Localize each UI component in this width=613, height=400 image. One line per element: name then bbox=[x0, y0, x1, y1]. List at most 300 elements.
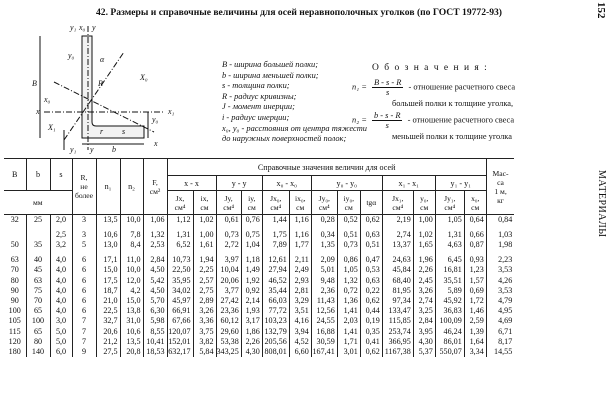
table-cell: 3,01 bbox=[337, 347, 360, 357]
table-cell: 63 bbox=[26, 276, 50, 286]
table-cell: 2,53 bbox=[143, 240, 167, 250]
table-cell: 3 bbox=[72, 215, 96, 226]
col-header-mass bbox=[486, 159, 514, 215]
table-cell: 103,23 bbox=[262, 316, 289, 326]
formula-n2-text: - отношение расчетного свеса bbox=[407, 115, 515, 125]
table-cell: 90 bbox=[4, 296, 26, 306]
table-cell: 40 bbox=[26, 250, 50, 265]
table-cell: 0,73 bbox=[337, 240, 360, 250]
table-cell: 25 bbox=[26, 215, 50, 226]
table-cell: 2,36 bbox=[311, 286, 337, 296]
table-cell: 4,79 bbox=[498, 296, 513, 306]
table-cell: 18,7 bbox=[96, 286, 120, 296]
table-cell: 1,32 bbox=[143, 225, 167, 240]
table-cell: 1,96 bbox=[413, 250, 435, 265]
table-cell: 2,93 bbox=[289, 276, 311, 286]
table-cell: 32,7 bbox=[96, 316, 120, 326]
col-header-b: b bbox=[26, 159, 50, 191]
col-header-R-l2: не bbox=[80, 182, 88, 191]
table-cell: 10,6 bbox=[120, 327, 143, 337]
table-row bbox=[4, 276, 514, 286]
table-cell: 1,93 bbox=[241, 306, 262, 316]
formula-n1-numerator: B - s - R bbox=[373, 78, 402, 87]
formula-n2-fraction bbox=[372, 111, 403, 130]
table-cell: 0,19 bbox=[360, 316, 382, 326]
table-cell: 0,28 bbox=[311, 215, 337, 226]
table-cell: 0,72 bbox=[337, 286, 360, 296]
table-cell: 140 bbox=[26, 347, 50, 357]
col-header-mass-l3: 1 м, bbox=[494, 186, 507, 196]
legend-item: до наружных поверхностей полок; bbox=[222, 134, 347, 144]
table-cell: 2,5 bbox=[50, 225, 72, 240]
table-cell: 1,65 bbox=[413, 240, 435, 250]
diagram-label: α bbox=[100, 55, 105, 64]
table-cell: 1,02 bbox=[193, 215, 216, 226]
table-row bbox=[4, 347, 514, 357]
table-cell: 1,49 bbox=[241, 265, 262, 275]
table-cell: 0,35 bbox=[360, 327, 382, 337]
table-cell: 1,02 bbox=[413, 225, 435, 240]
table-cell: 6 bbox=[72, 296, 96, 306]
table-cell: 20,06 bbox=[216, 276, 241, 286]
table-row bbox=[4, 225, 514, 240]
table-cell: 2,74 bbox=[413, 296, 435, 306]
diagram-label: B bbox=[32, 79, 37, 88]
table-cell: 6,71 bbox=[498, 326, 513, 336]
table-cell: 1,03 bbox=[498, 230, 513, 240]
table-cell: 808,01 bbox=[262, 347, 289, 357]
table-cell: 1,05 bbox=[435, 215, 464, 226]
table-cell: 80 bbox=[4, 276, 26, 286]
table-cell: 3,26 bbox=[413, 286, 435, 296]
table-cell: 20,8 bbox=[120, 347, 143, 357]
table-cell: 22,50 bbox=[167, 265, 193, 275]
legend-item: b - ширина меньшей полки; bbox=[222, 70, 319, 80]
table-cell: 3,75 bbox=[193, 327, 216, 337]
table-cell: 2,14 bbox=[241, 296, 262, 306]
table-cell: 1,86 bbox=[241, 327, 262, 337]
table-cell: 0,84 bbox=[498, 215, 513, 225]
table-cell: 100,09 bbox=[435, 316, 464, 326]
table-cell: 4,30 bbox=[413, 337, 435, 347]
table-cell: 0,51 bbox=[360, 240, 382, 250]
sub-header: Jy, см⁴ bbox=[216, 191, 241, 215]
sub-header: tgα bbox=[360, 191, 382, 215]
legend-item: R - радиус кривизны; bbox=[222, 91, 297, 101]
table-cell: 2,25 bbox=[193, 265, 216, 275]
col-header-F bbox=[143, 159, 167, 215]
table-cell: 5,98 bbox=[143, 316, 167, 326]
table-cell: 4,0 bbox=[50, 296, 72, 306]
table-cell: 0,76 bbox=[241, 215, 262, 226]
diagram-label: y bbox=[90, 145, 94, 154]
table-cell: 115 bbox=[4, 327, 26, 337]
table-cell: 4,0 bbox=[50, 306, 72, 316]
col-header-mm: мм bbox=[4, 191, 72, 215]
diagram-label: x₁ bbox=[168, 107, 175, 116]
table-cell: 1,61 bbox=[193, 240, 216, 250]
table-cell: 120,07 bbox=[167, 327, 193, 337]
table-cell: 81,95 bbox=[382, 286, 413, 296]
table-cell: 2,09 bbox=[311, 250, 337, 265]
table-cell bbox=[26, 225, 50, 240]
col-header-n2: n₂ bbox=[120, 159, 143, 215]
table-cell: 0,62 bbox=[360, 347, 382, 357]
diagram-label: y₀ bbox=[152, 115, 159, 124]
table-cell: 6,60 bbox=[289, 347, 311, 357]
table-cell: 5,70 bbox=[143, 296, 167, 306]
table-cell: 100 bbox=[26, 316, 50, 326]
table-cell: 35,51 bbox=[435, 276, 464, 286]
sub-header: Jx, см⁴ bbox=[167, 191, 193, 215]
table-cell: 8,55 bbox=[143, 327, 167, 337]
table-cell: 80 bbox=[26, 337, 50, 347]
table-cell: 180 bbox=[4, 347, 26, 357]
table-cell: 45 bbox=[26, 265, 50, 275]
angles-table bbox=[4, 158, 514, 357]
sub-header: Jx₀, см⁴ bbox=[262, 191, 289, 215]
table-cell: 2,59 bbox=[464, 316, 486, 326]
table-cell: 5,89 bbox=[435, 286, 464, 296]
table-cell: 1,44 bbox=[262, 215, 289, 226]
table-cell: 0,73 bbox=[216, 225, 241, 240]
diagram-label: X₁ bbox=[48, 123, 56, 132]
table-cell: 6,30 bbox=[143, 306, 167, 316]
table-cell: 132,79 bbox=[262, 327, 289, 337]
table-cell: 2,19 bbox=[382, 215, 413, 226]
table-cell: 1,31 bbox=[167, 225, 193, 240]
table-cell: 10,0 bbox=[120, 215, 143, 226]
table-cell: 4,0 bbox=[50, 250, 72, 265]
formula-n1-text: - отношение расчетного свеса bbox=[408, 82, 516, 92]
table-cell: 0,53 bbox=[360, 265, 382, 275]
table-cell: 8,4 bbox=[120, 240, 143, 250]
table-cell: 7 bbox=[72, 316, 96, 326]
table-cell: 6 bbox=[72, 265, 96, 275]
table-cell: 3,17 bbox=[241, 316, 262, 326]
table-cell: 1,36 bbox=[337, 296, 360, 306]
table-cell: 4,50 bbox=[143, 265, 167, 275]
table-cell: 20,6 bbox=[96, 327, 120, 337]
table-cell: 0,66 bbox=[464, 225, 486, 240]
col-header-n1: n₁ bbox=[96, 159, 120, 215]
table-cell: 45,92 bbox=[435, 296, 464, 306]
legend-heading: О б о з н а ч е н и я : bbox=[372, 63, 489, 73]
table-cell: 46,52 bbox=[262, 276, 289, 286]
table-cell: 5,42 bbox=[143, 276, 167, 286]
table-cell: 4,16 bbox=[289, 316, 311, 326]
table-row bbox=[4, 316, 514, 326]
table-cell: 16,88 bbox=[311, 327, 337, 337]
table-cell: 90 bbox=[4, 286, 26, 296]
ref-values-header: Справочные значения величин для осей bbox=[167, 159, 486, 176]
table-cell: 1,12 bbox=[167, 215, 193, 226]
table-cell: 5,01 bbox=[311, 265, 337, 275]
table-cell: 2,03 bbox=[337, 316, 360, 326]
sub-header: ix, см bbox=[193, 191, 216, 215]
table-cell: 6 bbox=[72, 276, 96, 286]
table-cell: 97,34 bbox=[382, 296, 413, 306]
diagram-label: y₀ bbox=[68, 51, 75, 60]
formula-n1-fraction bbox=[372, 78, 403, 97]
table-cell: 8,17 bbox=[498, 336, 513, 346]
axis-header-x0x0: x₀ - x₀ bbox=[262, 176, 311, 191]
table-cell: 3,51 bbox=[289, 306, 311, 316]
formula-n2 bbox=[352, 111, 514, 130]
table-cell: 0,92 bbox=[241, 286, 262, 296]
table-cell: 1,71 bbox=[337, 337, 360, 347]
table-cell: 3,25 bbox=[413, 306, 435, 316]
table-cell: 1,31 bbox=[435, 225, 464, 240]
table-cell: 5,37 bbox=[413, 347, 435, 357]
table-row bbox=[4, 296, 514, 306]
table-cell: 1,92 bbox=[241, 276, 262, 286]
angle-section-diagram bbox=[4, 22, 204, 154]
table-cell: 10,73 bbox=[167, 250, 193, 265]
formula-n2-text2: меньшей полки к толщине уголка bbox=[392, 132, 512, 141]
table-cell: 1167,38 bbox=[382, 347, 413, 357]
table-cell: 3,53 bbox=[498, 265, 513, 275]
table-cell: 1,41 bbox=[337, 327, 360, 337]
table-cell: 27,5 bbox=[96, 347, 120, 357]
table-cell: 1,00 bbox=[413, 215, 435, 226]
table-cell: 36,83 bbox=[435, 306, 464, 316]
table-cell: 65 bbox=[26, 327, 50, 337]
sub-header: Jy₁, см⁴ bbox=[435, 191, 464, 215]
table-cell: 0,86 bbox=[337, 250, 360, 265]
table-row bbox=[4, 327, 514, 337]
table-cell: 35,95 bbox=[167, 276, 193, 286]
table-cell: 13,5 bbox=[120, 337, 143, 347]
table-cell: 1,39 bbox=[464, 327, 486, 337]
table-cell: 66,91 bbox=[167, 306, 193, 316]
table-cell: 4,0 bbox=[50, 276, 72, 286]
table-cell: 7,8 bbox=[120, 225, 143, 240]
table-row bbox=[4, 240, 514, 250]
formula-n1-text2: большей полки к толщине уголка, bbox=[392, 99, 514, 108]
table-cell: 3,36 bbox=[193, 316, 216, 326]
table-cell: 0,62 bbox=[360, 296, 382, 306]
table-cell: 17,1 bbox=[96, 250, 120, 265]
table-cell: 27,42 bbox=[216, 296, 241, 306]
table-cell: 0,34 bbox=[311, 225, 337, 240]
table-cell: 3,94 bbox=[289, 327, 311, 337]
table-cell: 24,63 bbox=[382, 250, 413, 265]
table-cell: 45,97 bbox=[167, 296, 193, 306]
formula-n1-denominator: s bbox=[386, 88, 390, 97]
table-cell: 2,84 bbox=[413, 316, 435, 326]
table-cell: 15,0 bbox=[120, 296, 143, 306]
col-header-R-l3: более bbox=[74, 191, 94, 200]
sub-header: y₀, см bbox=[413, 191, 435, 215]
table-row bbox=[4, 265, 514, 275]
table-cell: 632,17 bbox=[167, 347, 193, 357]
diagram-label: y₁ bbox=[70, 23, 77, 32]
table-cell: 46,24 bbox=[435, 327, 464, 337]
table-cell: 0,93 bbox=[464, 250, 486, 265]
table-cell: 13,5 bbox=[96, 215, 120, 226]
table-cell: 21,0 bbox=[96, 296, 120, 306]
table-cell: 11,0 bbox=[120, 250, 143, 265]
axis-header-xx: x - x bbox=[167, 176, 216, 191]
table-cell: 50 bbox=[4, 240, 26, 250]
col-header-F-l1: F, bbox=[152, 177, 158, 187]
table-cell: 0,62 bbox=[360, 215, 382, 226]
sub-header: iy₀, см bbox=[337, 191, 360, 215]
table-cell: 6,52 bbox=[167, 240, 193, 250]
table-cell: 3,77 bbox=[216, 286, 241, 296]
table-cell: 7,89 bbox=[262, 240, 289, 250]
table-cell: 34,02 bbox=[167, 286, 193, 296]
table-cell: 45,84 bbox=[382, 265, 413, 275]
table-cell: 1,77 bbox=[289, 240, 311, 250]
diagram-label: X₀ bbox=[140, 73, 148, 82]
table-cell: 35,44 bbox=[262, 286, 289, 296]
legend-item: i - радиус инерции; bbox=[222, 112, 290, 122]
table-cell: 3,2 bbox=[50, 240, 72, 250]
table-cell: 18,53 bbox=[143, 347, 167, 357]
table-cell: 1,72 bbox=[464, 296, 486, 306]
table-cell: 11,43 bbox=[311, 296, 337, 306]
table-cell: 53,38 bbox=[216, 337, 241, 347]
table-cell: 30,59 bbox=[311, 337, 337, 347]
table-cell: 10,41 bbox=[143, 337, 167, 347]
table-cell: 1,46 bbox=[464, 306, 486, 316]
table-cell: 4,26 bbox=[498, 275, 513, 285]
page-number: 152 bbox=[595, 2, 607, 19]
table-cell: 67,66 bbox=[167, 316, 193, 326]
table-row bbox=[4, 337, 514, 347]
table-cell: 1,16 bbox=[289, 225, 311, 240]
table-cell: 14,55 bbox=[494, 346, 513, 356]
table-cell: 2,74 bbox=[382, 225, 413, 240]
formula-n2-lhs: n₂ = bbox=[352, 115, 367, 125]
table-cell: 4,30 bbox=[241, 347, 262, 357]
table-cell: 5,84 bbox=[193, 347, 216, 357]
table-cell: 66,03 bbox=[262, 296, 289, 306]
table-cell: 0,22 bbox=[360, 286, 382, 296]
col-header-R-l1: R, bbox=[80, 173, 88, 182]
legend bbox=[222, 60, 367, 145]
table-cell: 12,0 bbox=[120, 276, 143, 286]
table-cell: 0,69 bbox=[464, 286, 486, 296]
table-cell: 13,37 bbox=[382, 240, 413, 250]
table-cell: 68,40 bbox=[382, 276, 413, 286]
table-cell: 5,0 bbox=[50, 327, 72, 337]
table-cell: 7 bbox=[72, 337, 96, 347]
formula-n1 bbox=[352, 78, 515, 97]
table-cell: 0,64 bbox=[464, 215, 486, 226]
diagram-label: x bbox=[36, 107, 40, 116]
table-cell: 6 bbox=[72, 250, 96, 265]
table-cell: 4,0 bbox=[50, 265, 72, 275]
axis-header-y1y1: y₁ - y₁ bbox=[435, 176, 486, 191]
axis-header-y0y0: y₀ - y₀ bbox=[311, 176, 382, 191]
table-cell: 2,81 bbox=[289, 286, 311, 296]
table-cell: 2,49 bbox=[289, 265, 311, 275]
diagram-label: y₁ bbox=[70, 145, 77, 154]
col-header-B: B bbox=[4, 159, 26, 191]
table-cell: 15,0 bbox=[96, 265, 120, 275]
table-cell: 100 bbox=[4, 306, 26, 316]
table-cell: 75 bbox=[26, 286, 50, 296]
table-cell: 2,57 bbox=[193, 276, 216, 286]
table-cell: 10,0 bbox=[120, 265, 143, 275]
sub-header: ix₀, см bbox=[289, 191, 311, 215]
table-cell: 0,63 bbox=[360, 225, 382, 240]
legend-item: B - ширина большей полки; bbox=[222, 60, 318, 69]
table-cell: 1,41 bbox=[337, 306, 360, 316]
col-header-R bbox=[72, 159, 96, 215]
table-cell: 24,55 bbox=[311, 316, 337, 326]
table-cell: 0,87 bbox=[464, 240, 486, 250]
col-header-mass-l2: са bbox=[497, 177, 504, 187]
table-cell: 1,32 bbox=[337, 276, 360, 286]
table-cell: 17,5 bbox=[96, 276, 120, 286]
table-body bbox=[4, 215, 514, 358]
diagram-label: s bbox=[122, 127, 126, 136]
table-cell: 4,50 bbox=[143, 286, 167, 296]
table-cell: 205,56 bbox=[262, 337, 289, 347]
table-cell: 1,98 bbox=[498, 240, 513, 250]
table-cell: 77,72 bbox=[262, 306, 289, 316]
table-cell: 105 bbox=[4, 316, 26, 326]
table-cell: 0,52 bbox=[337, 215, 360, 226]
table-cell: 5 bbox=[72, 240, 96, 250]
table-cell: 3,34 bbox=[464, 347, 486, 357]
table-cell: 4,52 bbox=[289, 337, 311, 347]
table-cell: 3,29 bbox=[289, 296, 311, 306]
table-cell: 4,2 bbox=[120, 286, 143, 296]
table-cell: 0,41 bbox=[360, 337, 382, 347]
table-cell: 2,11 bbox=[289, 250, 311, 265]
diagram-label: x bbox=[154, 139, 158, 148]
table-cell: 13,0 bbox=[96, 240, 120, 250]
table-cell: 2,89 bbox=[193, 296, 216, 306]
table-cell: 3,53 bbox=[498, 285, 513, 295]
table-cell bbox=[4, 225, 26, 240]
table-row bbox=[4, 306, 514, 316]
col-header-mass-l4: кг bbox=[497, 195, 504, 205]
table-cell: 9,48 bbox=[311, 276, 337, 286]
table-cell: 29,60 bbox=[216, 327, 241, 337]
table-cell: 1,57 bbox=[464, 276, 486, 286]
table-row bbox=[4, 215, 514, 226]
formula-n1-lhs: n₁ = bbox=[352, 82, 367, 92]
table-cell: 70 bbox=[4, 265, 26, 275]
col-header-mass-l1: Мас- bbox=[492, 168, 509, 178]
table-cell: 550,07 bbox=[435, 347, 464, 357]
table-cell: 5,0 bbox=[50, 337, 72, 347]
sub-header: Jy₀, см⁴ bbox=[311, 191, 337, 215]
table-cell: 2,0 bbox=[50, 215, 72, 226]
table-cell: 10,04 bbox=[216, 265, 241, 275]
table-cell: 1,94 bbox=[193, 250, 216, 265]
table-cell: 2,72 bbox=[216, 240, 241, 250]
table-cell: 63 bbox=[4, 250, 26, 265]
table-cell: 7 bbox=[72, 327, 96, 337]
axis-header-yy: y - y bbox=[216, 176, 262, 191]
table-row bbox=[4, 250, 514, 265]
table-cell: 2,23 bbox=[498, 255, 513, 265]
side-section-label: МАТЕРИАЛЫ bbox=[596, 170, 607, 238]
table-cell: 4,0 bbox=[50, 286, 72, 296]
formula-n2-denominator: s bbox=[385, 121, 389, 130]
table-cell: 10,6 bbox=[96, 225, 120, 240]
sub-header: Jx₁, см⁴ bbox=[382, 191, 413, 215]
table-cell: 0,61 bbox=[216, 215, 241, 226]
table-cell: 65 bbox=[26, 306, 50, 316]
